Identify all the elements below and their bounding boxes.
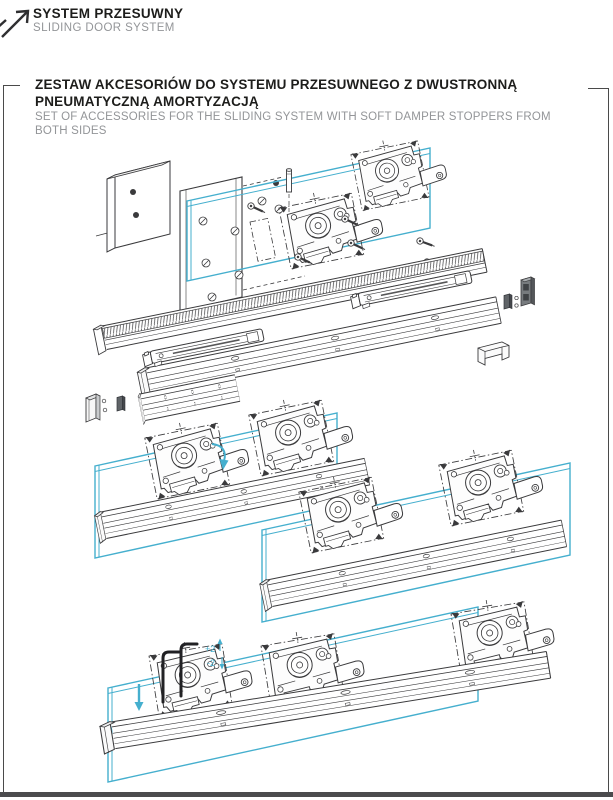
header-title: SYSTEM PRZESUWNY (33, 6, 184, 21)
adjust-down-label: -2 (207, 658, 216, 668)
guide-clip (504, 294, 512, 309)
fixing-screw (515, 296, 518, 307)
alignment-box (250, 218, 276, 261)
section-subtitle-line1: SET OF ACCESSORIES FOR THE SLIDING SYSTEM WITH SOFT DAMPER STOPPERS FROM (35, 111, 551, 123)
section-subtitle-line2: BOTH SIDES (35, 125, 107, 137)
lower-panel-arrow-icon (135, 684, 144, 711)
header-subtitle: SLIDING DOOR SYSTEM (33, 22, 175, 34)
roller-carriage (349, 129, 450, 211)
guide-clip (117, 396, 125, 411)
u-bracket (478, 342, 509, 365)
section-rail-dampers (93, 248, 535, 400)
roller-carriage (437, 438, 547, 527)
end-cap (86, 394, 100, 422)
section-height-adjustment (100, 590, 558, 782)
guide-pin (287, 169, 292, 192)
fixing-screw (102, 399, 107, 412)
section-panel-insertion (86, 374, 570, 622)
end-cap (521, 277, 535, 306)
section-title-line2: PNEUMATYCZNĄ AMORTYZACJĄ (35, 94, 259, 109)
adjust-up-label: +2 (205, 644, 216, 654)
section-title-line1: ZESTAW AKCESORIÓW DO SYSTEMU PRZESUWNEGO Z DWUSTRONNĄ (35, 77, 518, 92)
